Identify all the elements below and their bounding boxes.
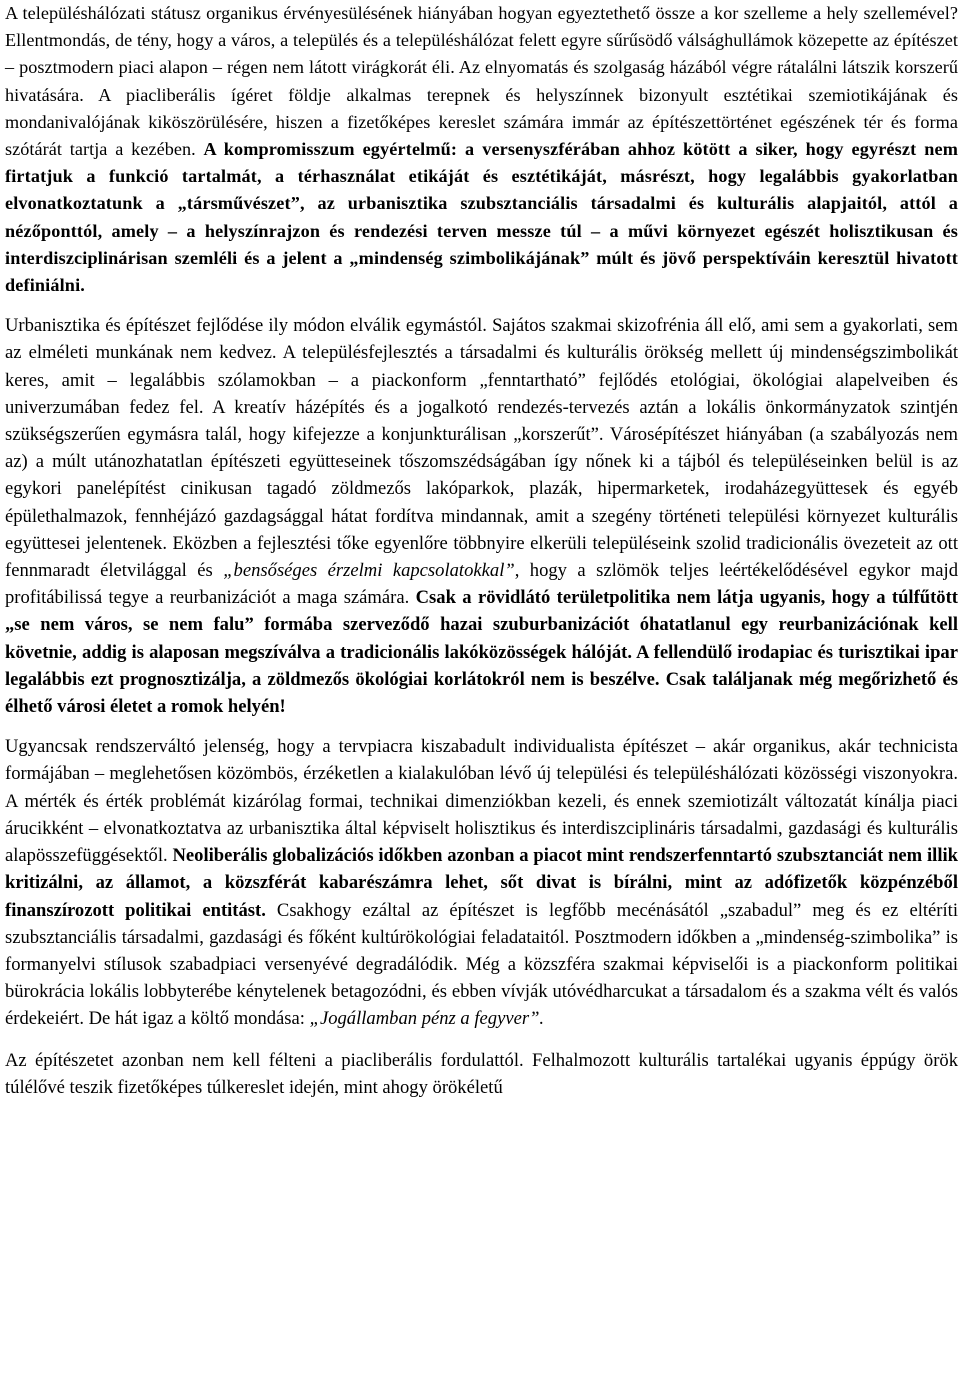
paragraph-4-text: Az építészetet azonban nem kell félteni a piacliberális fordulattól. Felhalmozott kulturális tartalékai ugyanis éppúgy örök túlélővé teszik fizetőképes túlkereslet idején, mint ahogy örökéletű [5, 1049, 958, 1098]
paragraph-3-italic-quote: „Jogállamban pénz a fegyver”. [309, 1008, 545, 1030]
paragraph-2 [5, 312, 958, 720]
paragraph-1-text: A településhálózati státusz organikus érvényesülésének hiányában hogyan egyeztethető össze a kor szelleme a hely szellemével? Ellentmondás, de tény, hogy a város, a település és a településhálózat felett egyre sűrűsödő válsághullámok közepette az építészet – posztmodern piaci alapon – régen nem látott virágkorát éli. Az elnyomatás és szolgaság házából végre rátalálni látszik korszerű hivatására. A piacliberális ígéret földje alkalmas terepnek és helyszínnek bizonyult esztétikai szemiotikájának és mondanivalójának kiköszörülésére, hiszen a fizetőképes kereslet számára immár az építészettörténet egészének tér és forma szótárát tartja a kezében. [5, 3, 958, 160]
paragraph-2-text-continued: , hogy a szlömök teljes leértékelődésével egykor majd profitábilissá tegye a reurbanizációt a maga számára. [5, 560, 958, 609]
paragraph-3 [5, 733, 958, 1032]
paragraph-4 [5, 1047, 958, 1101]
paragraph-3-bold-text: Neoliberális globalizációs időkben azonban a piacot mint rendszerfenntartó szubsztanciát nem illik kritizálni, az államot, a közszférát kabarészámra lehet, sőt divat is bírálni, mint az adófizetők közpénzéből finanszírozott politikai entitást. [5, 845, 958, 921]
paragraph-2-bold-text: Csak a rövidlátó területpolitika nem látja ugyanis, hogy a túlfűtött „se nem város, se nem falu” formába szerveződő hazai szuburbanizációt óhatatlanul egy reurbanizációnak kell követnie, addig is alaposan megszíválva a tradicionális lakóközösségek hálóját. A fellendülő irodapiac és turisztikai ipar legalábbis ezt prognosztizálja, a zöldmezős ökológiai korlátokról nem is beszélve. Csak találjanak még megőrizhető és élhető városi életet a romok helyén! [5, 587, 958, 718]
paragraph-1 [5, 0, 958, 299]
paragraph-2-italic-quote: „bensőséges érzelmi kapcsolatokkal” [223, 560, 515, 582]
paragraph-2-text: Urbanisztika és építészet fejlődése ily módon elválik egymástól. Sajátos szakmai skizofrénia áll elő, ami sem a gyakorlati, sem az elméleti munkának nem kedvez. A településfejlesztés a társadalmi és kulturális örökség mellett új mindenségszimbolikát keres, amit – legalábbis szólamokban – a piackonform „fenntartható” fejlődés etológiai, ökológiai alapelveiben és univerzumában fedez fel. A kreatív házépítés és a jogalkotó rendezés-tervezés aztán a lokális önkormányzatok szintjén szükségszerűen egymásra talál, hogy kifejezze a konjunkturálisan „korszerűt”. Városépítészet hiányában (a szabályozás nem az) a múlt utánozhatatlan építészeti együtteseinek tőszomszédságában így nőnek ki a tájból és településeinken belül is az egykori panelépítést cinikusan tagadó zöldmezős lakóparkok, plazák, hipermarketek, irodaházegyüttesek és egyéb épülethalmazok, fennhéjázó gazdagsággal hátat fordítva mindannak, amit a szegény történeti települési környezet kulturális együttesei jelentenek. Eközben a fejlesztési tőke egyenlőre többnyire elkerüli településeink szolid tradicionális övezeteit az ott fennmaradt életvilággal és [5, 315, 958, 582]
paragraph-3-text-continued: Csakhogy ezáltal az építészet is legfőbb mecénásától „szabadul” meg és ez eltéríti szubsztanciális társadalmi, gazdasági és főként kultúrökológiai feladataitól. Posztmodern időkben a „mindenség-szimbolika” is formanyelvi stílusok szabadpiaci versenyévé degradálódik. Még a közszféra szakmai képviselői is a piackonform politikai bürokrácia lokális lobbyterébe kénytelenek betagozódni, és ebben vívják utóvédharcukat a társadalom és a szakma vélt és valós érdekeiért. De hát igaz a költő mondása: [5, 899, 958, 1030]
paragraph-3-text: Ugyancsak rendszerváltó jelenség, hogy a tervpiacra kiszabadult individualista építészet – akár organikus, akár technicista formájában – meglehetősen közömbös, érzéketlen a kialakulóban lévő új települési és településhálózati közösségi viszonyokra. A mérték és érték problémát kizárólag formai, technikai dimenziókban kezeli, és ennek szemiotizált változatát kínálja piaci árucikként – elvonatkoztatva az urbanisztika által képviselt holisztikus és interdiszciplináris társadalmi, gazdasági és kulturális alapösszefüggésektől. [5, 736, 958, 867]
paragraph-1-bold-text: A kompromisszum egyértelmű: a versenyszférában ahhoz kötött a siker, hogy egyrészt nem firtatjuk a funkció tartalmát, a térhasználat etikáját és esztétikáját, másrészt, hogy legalábbis gyakorlatban elvonatkoztatunk a „társművészet”, az urbanisztika szubsztanciális társadalmi és kulturális alapjaitól, attól a nézőponttól, amely – a helyszínrajzon és rendezési terven messze túl – a művi környezet egészét holisztikusan és interdiszciplinárisan szemléli és a jelent a „mindenség szimbolikájának” múlt és jövő perspektíváin keresztül hivatott definiálni. [5, 139, 959, 296]
document-page [5, 0, 958, 1101]
